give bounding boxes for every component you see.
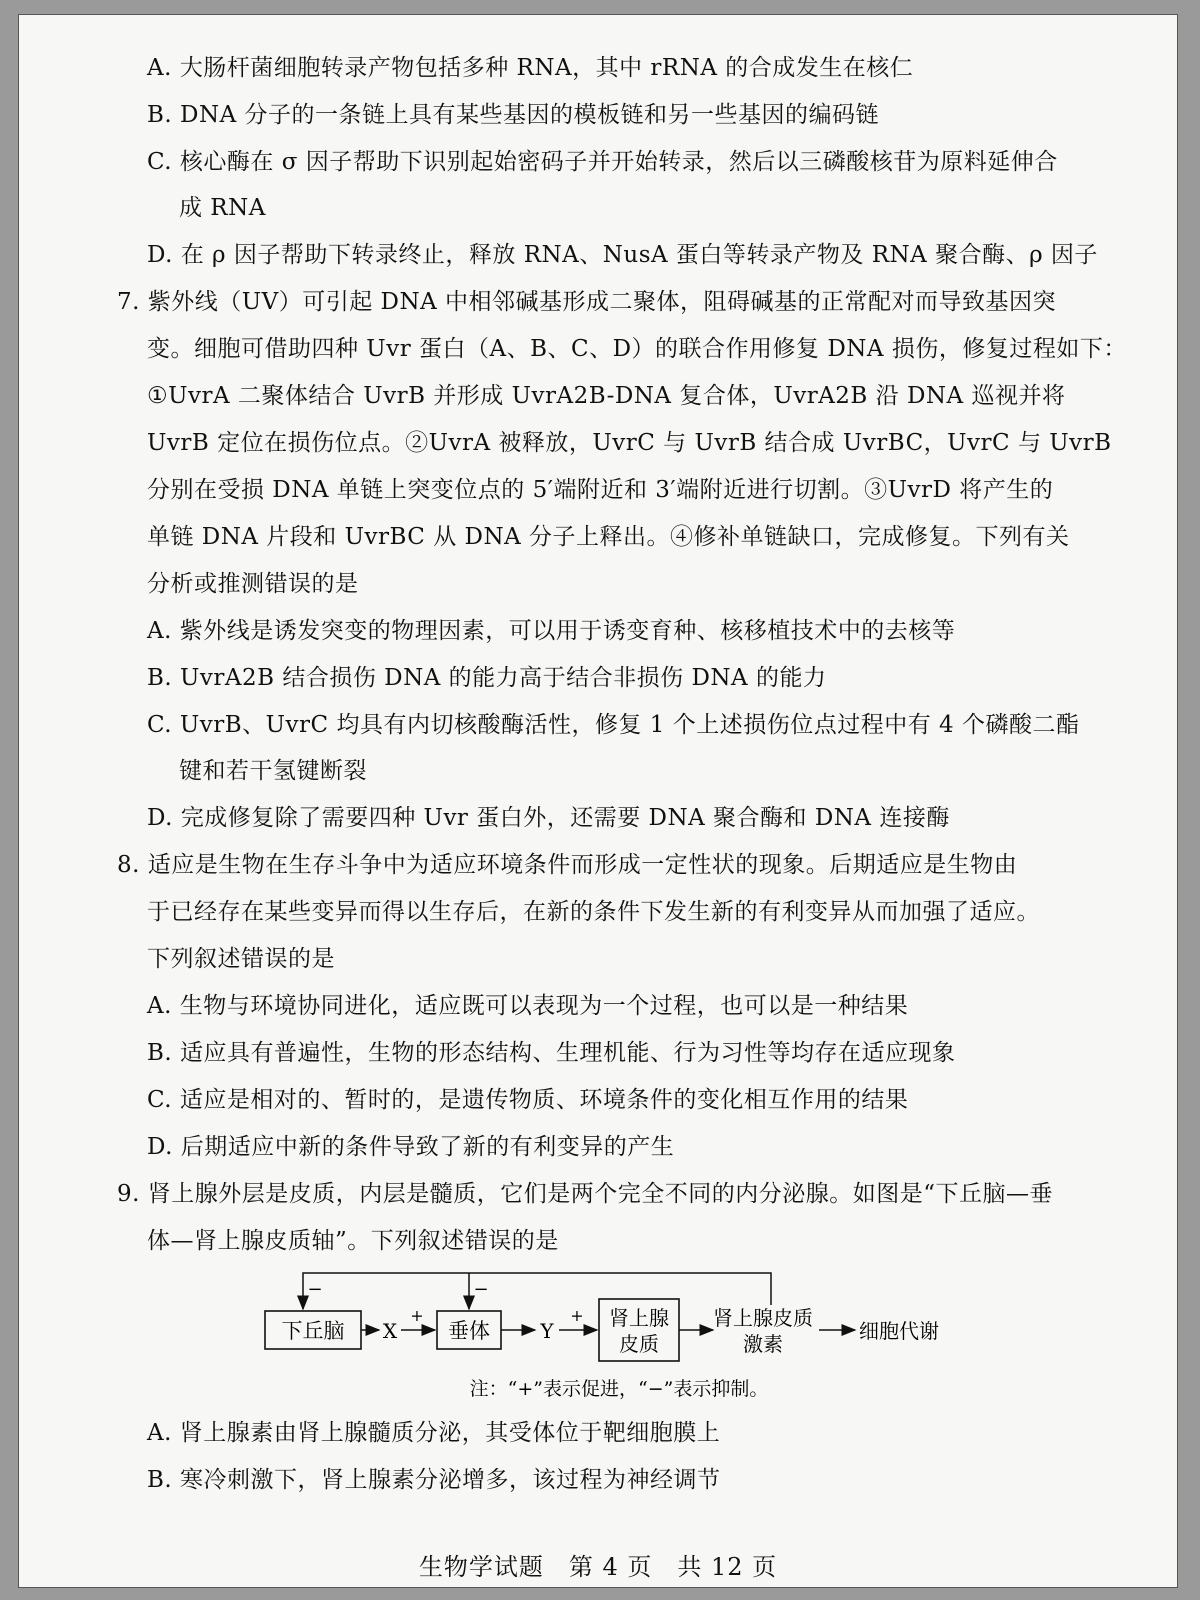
q7-stem-line: UvrB 定位在损伤位点。②UvrA 被释放，UvrC 与 UvrB 结合成 UvrBC，UvrC 与 UvrB	[147, 430, 1112, 456]
diagram-note: 注：“+”表示促进，“−”表示抑制。	[469, 1378, 769, 1400]
q7-stem-line: ①UvrA 二聚体结合 UvrB 并形成 UvrA2B-DNA 复合体，UvrA2B 沿 DNA 巡视并将	[147, 383, 1066, 409]
minus-sign-hypothalamus: −	[307, 1279, 323, 1300]
adrenal-cortex-label-line1: 肾上腺	[609, 1306, 669, 1330]
hpa-axis-diagram	[19, 15, 1179, 1589]
q7-option-c-cont: 键和若干氢键断裂	[179, 758, 367, 784]
q8-option-d: D. 后期适应中新的条件导致了新的有利变异的产生	[147, 1134, 675, 1160]
q8-stem-line: 8. 适应是生物在生存斗争中为适应环境条件而形成一定性状的现象。后期适应是生物由	[117, 852, 1018, 878]
adrenal-hormone-label-line1: 肾上腺皮质	[713, 1306, 813, 1330]
q7-option-d: D. 完成修复除了需要四种 Uvr 蛋白外，还需要 DNA 聚合酶和 DNA 连接酶	[147, 805, 950, 831]
q8-option-c: C. 适应是相对的、暂时的，是遗传物质、环境条件的变化相互作用的结果	[147, 1087, 909, 1113]
hypothalamus-label: 下丘脑	[281, 1319, 345, 1343]
q7-option-b: B. UvrA2B 结合损伤 DNA 的能力高于结合非损伤 DNA 的能力	[147, 665, 827, 691]
q7-stem-line: 变。细胞可借助四种 Uvr 蛋白（A、B、C、D）的联合作用修复 DNA 损伤，修复过程如下：	[147, 336, 1127, 362]
q8-option-a: A. 生物与环境协同进化，适应既可以表现为一个过程，也可以是一种结果	[147, 993, 909, 1019]
plus-sign-y: +	[570, 1306, 584, 1325]
q6-option-b: B. DNA 分子的一条链上具有某些基因的模板链和另一些基因的编码链	[147, 102, 880, 128]
hormone-x-label: X	[382, 1319, 398, 1343]
q6-option-d: D. 在 ρ 因子帮助下转录终止，释放 RNA、NusA 蛋白等转录产物及 RNA 聚合酶、ρ 因子	[147, 242, 1098, 268]
q8-stem-line: 下列叙述错误的是	[147, 946, 335, 972]
hormone-y-label: Y	[540, 1319, 554, 1343]
q9-stem-line: 体—肾上腺皮质轴”。下列叙述错误的是	[147, 1228, 559, 1254]
adrenal-hormone-label-line2: 激素	[743, 1332, 783, 1356]
minus-sign-pituitary: −	[473, 1279, 489, 1300]
q9-option-a: A. 肾上腺素由肾上腺髓质分泌，其受体位于靶细胞膜上	[147, 1420, 721, 1446]
q9-stem-line: 9. 肾上腺外层是皮质，内层是髓质，它们是两个完全不同的内分泌腺。如图是“下丘脑—垂	[117, 1181, 1054, 1207]
q7-stem-line: 分别在受损 DNA 单链上突变位点的 5′端附近和 3′端附近进行切割。③UvrD 将产生的	[147, 477, 1054, 503]
q7-option-a: A. 紫外线是诱发突变的物理因素，可以用于诱变育种、核移植技术中的去核等	[147, 618, 956, 644]
q8-option-b: B. 适应具有普遍性，生物的形态结构、生理机能、行为习性等均存在适应现象	[147, 1040, 956, 1066]
q6-option-c: C. 核心酶在 σ 因子帮助下识别起始密码子并开始转录，然后以三磷酸核苷为原料延伸合	[147, 149, 1058, 175]
page-footer: 生物学试题 第 4 页 共 12 页	[418, 1553, 778, 1581]
q7-option-c: C. UvrB、UvrC 均具有内切核酸酶活性，修复 1 个上述损伤位点过程中有 4 个磷酸二酯	[147, 712, 1080, 738]
pituitary-label: 垂体	[448, 1319, 490, 1343]
q8-stem-line: 于已经存在某些变异而得以生存后，在新的条件下发生新的有利变异从而加强了适应。	[147, 899, 1040, 925]
q6-option-c-cont: 成 RNA	[179, 195, 266, 221]
q7-stem-line: 单链 DNA 片段和 UvrBC 从 DNA 分子上释出。④修补单链缺口，完成修复。下列有关	[147, 524, 1070, 550]
q9-option-b: B. 寒冷刺激下，肾上腺素分泌增多，该过程为神经调节	[147, 1467, 721, 1493]
cell-metabolism-label: 细胞代谢	[859, 1319, 939, 1343]
exam-page	[18, 14, 1178, 1588]
q7-stem-line: 7. 紫外线（UV）可引起 DNA 中相邻碱基形成二聚体，阻碍碱基的正常配对而导致基因突	[117, 289, 1057, 315]
q6-option-a: A. 大肠杆菌细胞转录产物包括多种 RNA，其中 rRNA 的合成发生在核仁	[147, 55, 914, 81]
adrenal-cortex-label-line2: 皮质	[619, 1332, 659, 1356]
q7-stem-line: 分析或推测错误的是	[147, 571, 359, 597]
plus-sign-x: +	[410, 1306, 424, 1325]
